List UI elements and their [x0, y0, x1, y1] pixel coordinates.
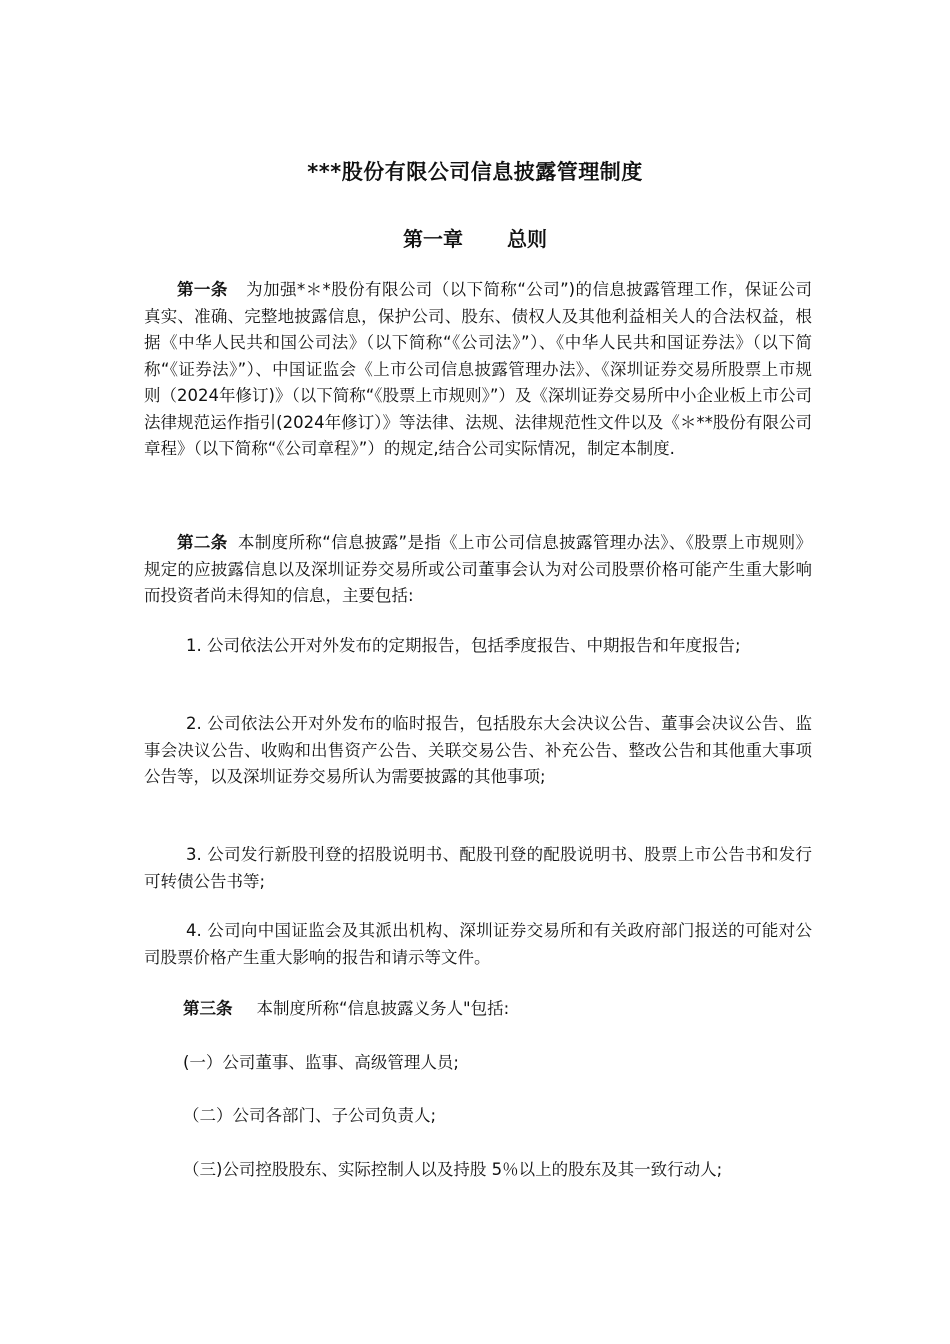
article-2-item-3: 3. 公司发行新股刊登的招股说明书、配股刊登的配股说明书、股票上市公告书和发行可转债公告书等;: [144, 845, 812, 891]
article-3-text: 本制度所称“信息披露义务人"包括:: [256, 999, 510, 1018]
article-1: [144, 277, 812, 463]
article-3-item-2: （二）公司各部门、子公司负责人;: [183, 1106, 437, 1125]
article-2-label: 第二条: [177, 533, 228, 552]
article-2-item-1: 1. 公司依法公开对外发布的定期报告，包括季度报告、中期报告和年度报告;: [186, 636, 741, 655]
chapter-number: 第一章: [403, 227, 463, 251]
article-2: [144, 530, 812, 610]
article-2-item-4: 4. 公司向中国证监会及其派出机构、深圳证券交易所和有关政府部门报送的可能对公司股票价格产生重大影响的报告和请示等文件。: [144, 921, 812, 967]
article-2-text: 本制度所称“信息披露”是指《上市公司信息披露管理办法》、《股票上市规则》规定的应披露信息以及深圳证券交易所或公司董事会认为对公司股票价格可能产生重大影响而投资者尚未得知的信息，主要包括:: [144, 533, 812, 605]
article-3: [183, 996, 509, 1023]
article-3-label: 第三条: [183, 999, 233, 1018]
article-1-text: 为加强*＊*股份有限公司（以下简称“公司”)的信息披露管理工作，保证公司真实、准确、完整地披露信息，保护公司、股东、债权人及其他利益相关人的合法权益，根据《中华人民共和国公司法》（以下简称“《公司法》”）、《中华人民共和国证券法》（以下简称“《证券法》”）、中国证监会《上市公司信息披露管理办法》、《深圳证券交易所股票上市规则（2024年修订)》（以下简称“《股票上市规则》”）及《深圳证券交易所中小企业板上市公司法律规范运作指引(2024年修订）》等法律、法规、法律规范性文件以及《＊**股份有限公司章程》（以下简称“《公司章程》”）的规定,结合公司实际情况，制定本制度.: [144, 280, 812, 458]
article-3-item-1: (一）公司董事、监事、高级管理人员;: [183, 1053, 459, 1072]
article-3-item-3: （三)公司控股股东、实际控制人以及持股 5％以上的股东及其一致行动人;: [183, 1160, 723, 1179]
document-title: ***股份有限公司信息披露管理制度: [307, 160, 643, 184]
chapter-heading: [0, 223, 950, 252]
chapter-name: 总则: [507, 227, 547, 251]
article-1-label: 第一条: [177, 280, 228, 299]
article-2-item-2: 2. 公司依法公开对外发布的临时报告，包括股东大会决议公告、董事会决议公告、监事会决议公告、收购和出售资产公告、关联交易公告、补充公告、整改公告和其他重大事项公告等，以及深圳证券交易所认为需要披露的其他事项;: [144, 714, 812, 786]
